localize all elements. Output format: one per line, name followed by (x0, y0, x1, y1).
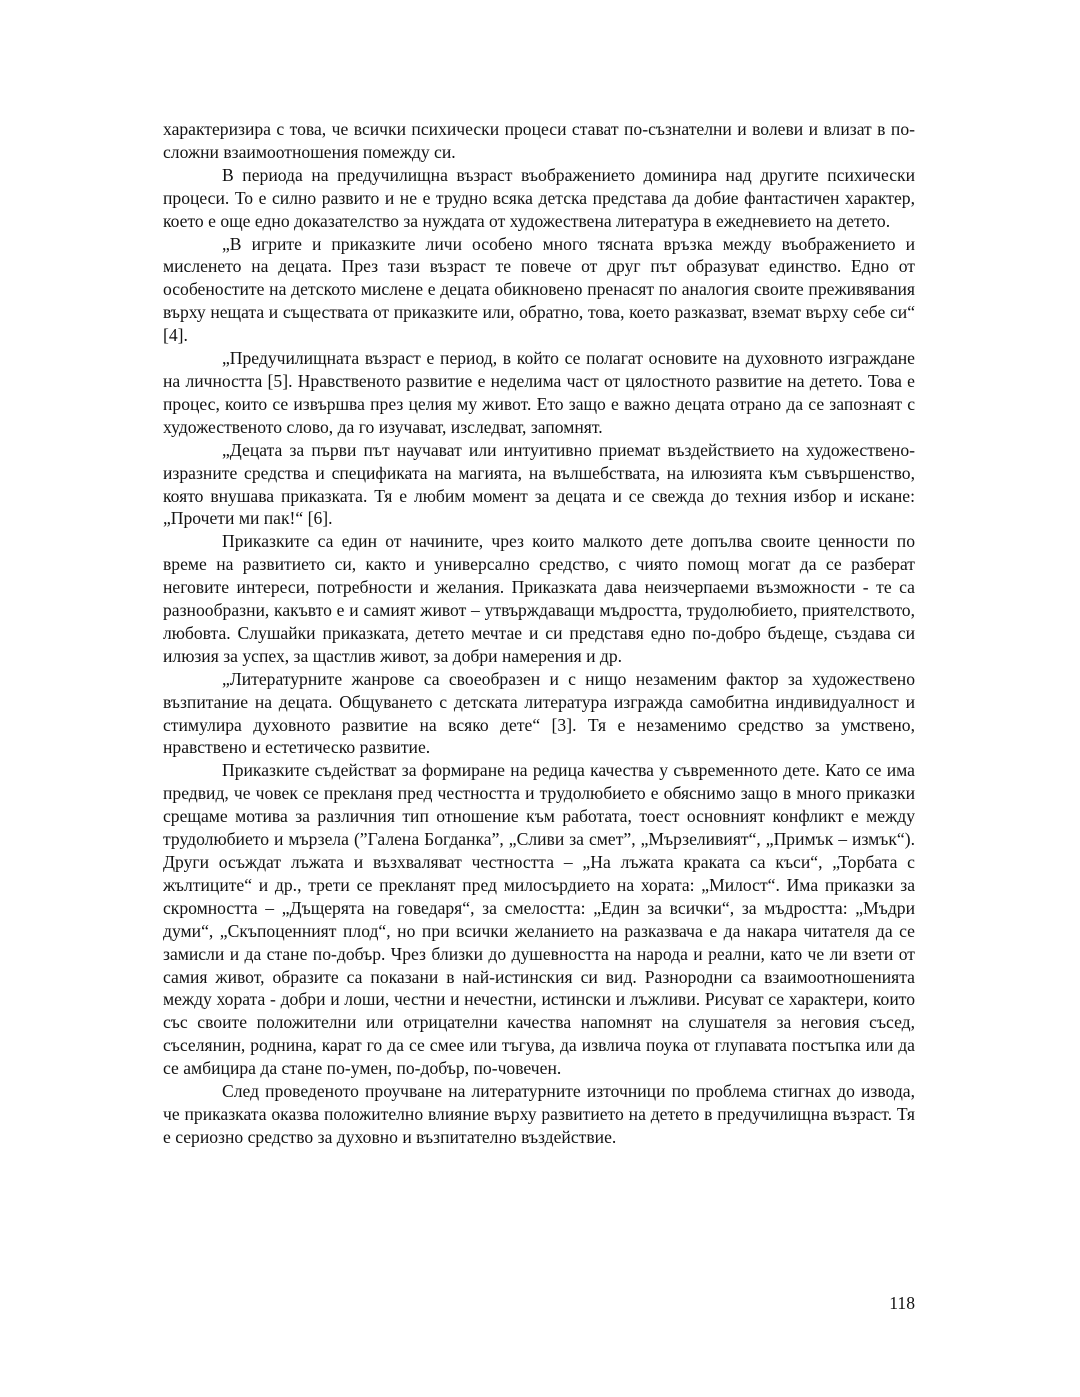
paragraph-imagination: В периода на предучилищна възраст въображението доминира над другите психически процеси. То е силно развито и не е трудно всяка детска представа да добие фантастичен характер, което е още едно доказателство за нуждата от художествена литература в ежедневието на детето. (163, 164, 915, 231)
paragraph-continuation: характеризира с това, че всички психически процеси стават по-съзнателни и волеви и влизат в по-сложни взаимоотношения помежду си. (163, 119, 915, 162)
paragraph-preschool-age: „Предучилищната възраст е период, в който се полагат основите на духовното изграждане на личността [5]. Нравственото развитие е неделима част от цялостното развитие на детето. Това е процес, които се извършва през целия му живот. Ето защо е важно децата отрано да се запознаят с художественото слово, да го изучават, изследват, запомнят. (163, 348, 915, 437)
paragraph-children-learn: „Децата за първи път научават или интуитивно приемат въздействието на художествено-изразните средства и спецификата на магията, на вълшебствата, на илюзията към съвършенство, която внушава приказката. Тя е любим момент за децата и се свежда до техния избор и искане: „Прочети ми пак!“ [6]. (163, 439, 915, 529)
paragraph-literary-genres: „Литературните жанрове са своеобразен и с нищо незаменим фактор за художествено възпитание на децата. Общуването с детската литература изгражда самобитна индивидуалност и стимулира духовното развитие на всяко дете“ [3]. Тя е незаменимо средство за умствено, нравствено и естетическо развитие. (163, 668, 915, 758)
body-text (163, 118, 915, 1149)
paragraph-quote-games: „В игрите и приказките личи особено много тясната връзка между въображението и мисленето на децата. През тази възраст те повече от друг път образуват единство. Едно от особеностите на детското мислене е децата обикновено пренасят по аналогия своите преживявания върху нещата и съществата от приказките или, обратно, това, което разказват, вземат върху себе си“ [4]. (163, 233, 915, 346)
paragraph-fairy-tales-values: Приказките са един от начините, чрез които малкото дете допълва своите ценности по време на развитието си, както и универсално средство, с чиято помощ могат да се разберат неговите интереси, потребности и желания. Приказката дава неизчерпаеми възможности - те са разнообразни, какъвто е и самият живот – утвърждаващи мъдростта, трудолюбието, приятелството, любовта. Слушайки приказката, детето мечтае и си представя едно по-добро бъдеще, създава си илюзия за успех, за щастлив живот, за добри намерения и др. (163, 531, 915, 666)
page-number: 118 (889, 1293, 915, 1313)
paragraph-conclusion: След проведеното проучване на литературните източници по проблема стигнах до извода, че приказката оказва положително влияние върху развитието на детето в предучилищна възраст. Тя е сериозно средство за духовно и възпитателно въздействие. (163, 1081, 915, 1147)
paragraph-qualities: Приказките съдействат за формиране на редица качества у съвременното дете. Като се има предвид, че човек се прекланя пред честността и трудолюбието е обяснимо защо в много приказки срещаме мотива за различния тип отношение към работата, тоест основният конфликт е между трудолюбието и мързела (”Галена Богданка”, „Сливи за смет”, „Мързеливият“, „Примък – измък“). Други осъждат лъжата и възхваляват честността – „На лъжата краката са къси“, „Торбата с жълтиците“ и др., трети се прекланят пред милосърдието на хората: „Милост“. Има приказки за скромността – „Дъщерята на говедаря“, за смелостта: „Един за всички“, за мъдростта: „Мъдри думи“, „Скъпоценният плод“, но при всички желанието на разказвача е да накара читателя да се замисли и да стане по-добър. Чрез близки до душевността на народа и реални, като че ли взети от самия живот, образите са показани в най-истинския си вид. Разнородни са взаимоотношенията между хората - добри и лоши, честни и нечестни, истински и лъжливи. Рисуват се характери, които със своите положителни или отрицателни качества напомнят на слушателя за неговия съсед, съселянин, роднина, карат го да се смее или тъгува, да извлича поука от глупавата постъпка или да се амбицира да стане по-умен, по-добър, по-човечен. (163, 760, 915, 1079)
